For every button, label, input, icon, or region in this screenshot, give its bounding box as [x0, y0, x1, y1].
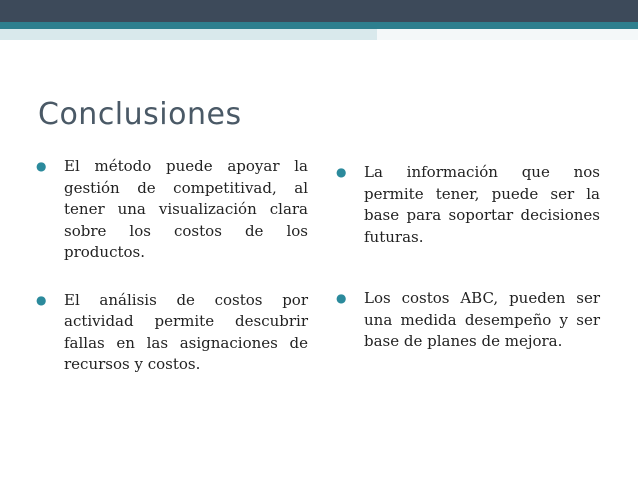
bullet-item: [36, 156, 308, 264]
bullet-icon: ●: [336, 165, 347, 179]
bullet-icon: ●: [336, 291, 347, 305]
bullet-item: [336, 288, 600, 353]
bullet-icon: ●: [36, 159, 47, 173]
bullet-item: [36, 290, 308, 376]
slide-title: Conclusiones: [38, 97, 242, 132]
bullet-text: La información que nos permite tener, puede ser la base para soportar decisiones futuras.: [364, 163, 600, 246]
bullet-text: El método puede apoyar la gestión de competitivad, al tener una visualización clara sobre los costos de los productos.: [64, 157, 308, 261]
right-column: [336, 156, 600, 353]
left-column: [36, 156, 308, 376]
bullet-text: Los costos ABC, pueden ser una medida desempeño y ser base de planes de mejora.: [364, 289, 600, 350]
bullet-icon: ●: [36, 292, 47, 307]
header-band: [0, 0, 638, 22]
header-accent-stripe: [0, 22, 638, 29]
header-tab-highlight: [377, 29, 638, 40]
bullet-text: El análisis de costos por actividad permite descubrir fallas en las asignaciones de recursos y costos.: [64, 290, 308, 373]
bullet-item: [336, 162, 600, 248]
